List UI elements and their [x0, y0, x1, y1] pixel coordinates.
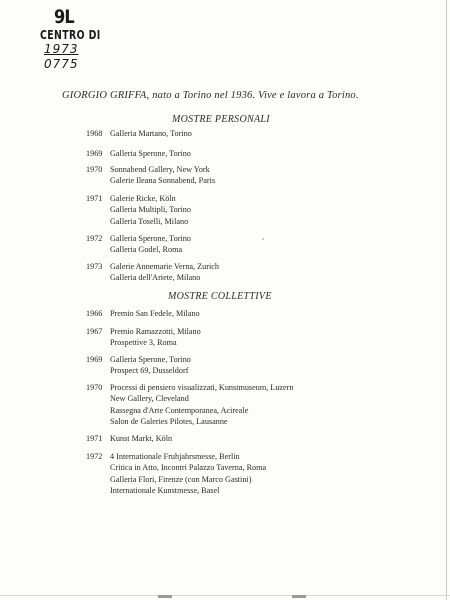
exhibition-entry [86, 164, 215, 187]
exhibition-entry [86, 326, 201, 349]
exhibition-venue: Premio San Fedele, Milano [110, 309, 200, 318]
exhibition-year: 1968 [86, 129, 103, 138]
exhibition-venue: Critica in Atto, Incontri Palazzo Taverna, Roma [110, 463, 267, 473]
exhibition-entry [86, 148, 191, 159]
exhibition-year: 1972 [86, 452, 103, 461]
exhibition-venue: Galerie Ricke, Köln [110, 194, 176, 203]
exhibition-venue: Galleria Toselli, Milano [110, 216, 189, 226]
exhibition-year: 1969 [86, 149, 103, 158]
exhibition-venue: Galleria Godel, Roma [110, 245, 183, 255]
exhibition-year: 1967 [86, 327, 103, 336]
exhibition-venues [110, 382, 294, 428]
exhibition-year: 1973 [86, 262, 103, 271]
exhibition-entry [86, 193, 191, 227]
exhibition-venue: 4 Internationale Fruhjahrsmesse, Berlin [110, 452, 240, 461]
exhibition-venue: Prospettive 3, Roma [110, 338, 177, 348]
exhibition-entry [86, 233, 191, 256]
archive-stamp: CENTRO DI [40, 28, 101, 42]
exhibition-year: 1970 [86, 165, 103, 174]
scan-edge-mark [158, 595, 172, 598]
exhibition-venue: Galleria Martano, Torino [110, 129, 192, 138]
exhibition-venue: Processi di pensiero visualizzati, Kunstmuseum, Luzern [110, 383, 294, 392]
exhibition-entry [86, 451, 266, 497]
scan-edge-bottom [0, 595, 450, 596]
group-section-title: MOSTRE COLLETTIVE [168, 291, 272, 302]
exhibition-entry [86, 308, 200, 319]
exhibition-venues [110, 261, 219, 284]
exhibition-venues [110, 164, 215, 187]
exhibition-venue: Sonnabend Gallery, New York [110, 165, 210, 174]
exhibition-venues [110, 128, 192, 139]
exhibition-entry [86, 128, 192, 139]
exhibition-venues [110, 308, 200, 319]
archive-number: 9L [54, 6, 74, 28]
scan-edge-mark [292, 595, 306, 598]
exhibition-venue: Galleria Flori, Firenze (con Marco Gastini) [110, 474, 252, 484]
scan-edge-right [446, 0, 447, 600]
exhibition-entry [86, 382, 294, 428]
exhibition-venue: Galleria Sperone, Torino [110, 355, 191, 364]
solo-section-title: MOSTRE PERSONALI [172, 114, 270, 125]
exhibition-venue: Rassegna d'Arte Contemporanea, Acireale [110, 405, 249, 415]
exhibition-venue: New Gallery, Cleveland [110, 394, 189, 404]
exhibition-venues [110, 148, 191, 159]
exhibition-entry [86, 261, 219, 284]
exhibition-venue: Prospect 69, Dusseldorf [110, 366, 189, 376]
exhibition-entry [86, 433, 172, 444]
exhibition-venue: Premio Ramazzotti, Milano [110, 327, 201, 336]
exhibition-venue: Salon de Galeries Pilotes, Lausanne [110, 417, 228, 427]
exhibition-venue: Galleria Sperone, Torino [110, 234, 191, 243]
exhibition-year: 1966 [86, 309, 103, 318]
exhibition-venues [110, 451, 266, 497]
archive-code: 0775 [44, 57, 79, 71]
exhibition-venues [110, 193, 191, 227]
exhibition-year: 1969 [86, 355, 103, 364]
exhibition-venue: Galleria dell'Ariete, Milano [110, 273, 201, 283]
artist-line: GIORGIO GRIFFA, nato a Torino nel 1936. Vive e lavora a Torino. [62, 90, 359, 101]
archive-year: 1973 [44, 42, 79, 56]
archive-marks [40, 6, 118, 72]
exhibition-year: 1972 [86, 234, 103, 243]
exhibition-venue: Galleria Multipli, Torino [110, 205, 191, 215]
exhibition-entry [86, 354, 191, 377]
exhibition-venues [110, 233, 191, 256]
exhibition-year: 1970 [86, 383, 103, 392]
exhibition-venue: Kunst Markt, Köln [110, 434, 173, 443]
exhibition-venues [110, 354, 191, 377]
exhibition-year: 1971 [86, 194, 103, 203]
exhibition-venues [110, 326, 201, 349]
exhibition-venue: Internationale Kunstmesse, Basel [110, 486, 220, 496]
exhibition-venue: Galerie Annemarie Verna, Zurich [110, 262, 219, 271]
exhibition-venues [110, 433, 172, 444]
exhibition-venue: Galerie Ileana Sonnabend, Paris [110, 176, 216, 186]
exhibition-venue: Galleria Sperone, Torino [110, 149, 191, 158]
paper-speck [262, 238, 264, 240]
exhibition-year: 1971 [86, 434, 103, 443]
